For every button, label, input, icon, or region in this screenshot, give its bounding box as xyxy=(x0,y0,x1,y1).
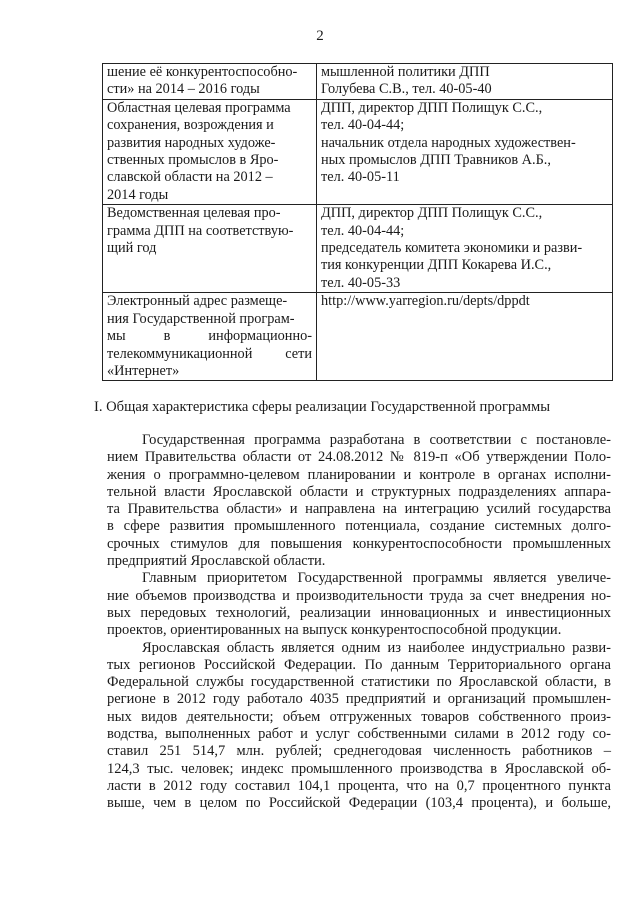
paragraph-line: Главным приоритетом Государственной программы является увеличе- xyxy=(142,570,611,587)
paragraph-line: водства, выполненных работ и услуг собственными силами в 2012 году со- xyxy=(107,726,611,743)
paragraph-line: нием Правительства области от 24.08.2012 № 819-п «Об утверждении Поло- xyxy=(107,449,611,466)
paragraph-line: в сфере развития промышленного потенциала, создание системных долго- xyxy=(107,518,611,535)
table-row xyxy=(103,99,613,204)
paragraph-line: Государственная программа разработана в соответствии с постановле- xyxy=(142,432,611,448)
table-cell-line: сти» на 2014 – 2016 годы xyxy=(107,81,260,98)
paragraph-line: Ярославская область является одним из наиболее индустриально разви- xyxy=(142,639,611,656)
table-cell-line: ственных промыслов в Яро- xyxy=(107,152,279,169)
table-cell-value xyxy=(317,205,613,293)
table-cell-line: тел. 40-04-44; xyxy=(321,117,405,134)
table-cell-line: щий год xyxy=(107,240,157,257)
table-cell-label xyxy=(103,64,317,100)
table-cell-line: Электронный адрес размеще- xyxy=(107,293,288,310)
paragraph-line: регионе в 2012 году работало 4035 предприятий и организаций промышлен- xyxy=(107,691,611,708)
table-cell-line: грамма ДПП на соответствую- xyxy=(107,222,294,239)
table-cell-line: развития народных художе- xyxy=(107,134,276,151)
table-cell-line: начальник отдела народных художествен- xyxy=(321,134,576,151)
paragraph-line: срочных стимулов для повышения конкурентоспособности промышленных xyxy=(107,535,611,552)
table-cell-value xyxy=(317,293,613,381)
table-cell-label xyxy=(103,205,317,293)
table-cell-line: телекоммуникационной сети xyxy=(107,345,312,362)
table-cell-line: «Интернет» xyxy=(107,362,180,379)
section-heading: I. Общая характеристика сферы реализации Государственной программы xyxy=(93,399,550,415)
table-cell-line: ных промыслов ДПП Травников А.Б., xyxy=(321,152,551,169)
table-cell-line: 2014 годы xyxy=(107,186,169,203)
table-cell-label xyxy=(103,99,317,204)
program-info-table xyxy=(102,63,613,381)
paragraph xyxy=(107,570,611,639)
table-cell-line: тел. 40-05-11 xyxy=(321,169,400,186)
table-cell-line: тия конкуренции ДПП Кокарева И.С., xyxy=(321,257,552,274)
body-text xyxy=(107,432,611,813)
table-cell-line: славской области на 2012 – xyxy=(107,169,273,186)
table-cell-line: шение её конкурентоспособно- xyxy=(107,64,298,80)
table-cell-line: http://www.yarregion.ru/depts/dppdt xyxy=(321,293,530,310)
paragraph-line: жения о программно-целевом планировании и контроле в органах исполни- xyxy=(107,466,611,483)
table-cell-value xyxy=(317,99,613,204)
table-cell-label xyxy=(103,293,317,381)
page-number: 2 xyxy=(316,28,324,44)
table-cell-line: мы в информационно- xyxy=(107,328,312,345)
table-cell-value xyxy=(317,64,613,100)
table-row xyxy=(103,205,613,293)
table-cell-line: тел. 40-04-44; xyxy=(321,222,405,239)
table-cell-line: ния Государственной програм- xyxy=(107,310,295,327)
table-cell-line: ДПП, директор ДПП Полищук С.С., xyxy=(321,205,543,222)
table-cell-line: мышленной политики ДПП xyxy=(321,64,490,80)
table-cell-line: тел. 40-05-33 xyxy=(321,274,401,291)
paragraph-line: та Правительства области» и направлена на интеграцию усилий государства xyxy=(107,501,611,518)
table-cell-line: ДПП, директор ДПП Полищук С.С., xyxy=(321,99,543,116)
paragraph-line: тельной власти Ярославской области и структурных подразделениях аппара- xyxy=(107,483,611,500)
table-row xyxy=(103,293,613,381)
paragraph xyxy=(107,640,611,813)
paragraph-line: ласти в 2012 году составил 104,1 процента, что на 0,7 процентного пункта xyxy=(107,777,611,794)
table-cell-line: сохранения, возрождения и xyxy=(107,117,274,134)
paragraph-line: ставил 251 514,7 млн. рублей; среднегодовая численность работников – xyxy=(107,743,611,760)
paragraph-line: 124,3 тыс. человек; индекс промышленного производства в Ярославской об- xyxy=(107,760,611,777)
paragraph-line: ных видов деятельности; объем отгруженных товаров собственного произ- xyxy=(107,708,611,725)
table-cell-line: Голубева С.В., тел. 40-05-40 xyxy=(321,81,492,98)
paragraph xyxy=(107,432,611,570)
table-cell-line: Областная целевая программа xyxy=(107,99,291,116)
paragraph-line: выше, чем в целом по Российской Федерации (103,4 процента), и больше, xyxy=(107,795,611,812)
paragraph-line: вых передовых технологий, реализации инновационных и инвестиционных xyxy=(107,604,611,621)
paragraph-line: Федеральной службы государственной статистики по Ярославской области, в xyxy=(107,674,611,691)
paragraph-line: проектов, ориентированных на выпуск конкурентоспособной продукции. xyxy=(107,622,562,639)
table-row xyxy=(103,64,613,100)
table-cell-line: председатель комитета экономики и разви- xyxy=(321,240,583,257)
paragraph-line: ние объемов производства и производительности труда за счет внедрения но- xyxy=(107,587,611,604)
table-cell-line: Ведомственная целевая про- xyxy=(107,205,281,222)
paragraph-line: предприятий Ярославской области. xyxy=(107,553,326,570)
paragraph-line: тых регионов Российской Федерации. По данным Территориального органа xyxy=(107,656,611,673)
